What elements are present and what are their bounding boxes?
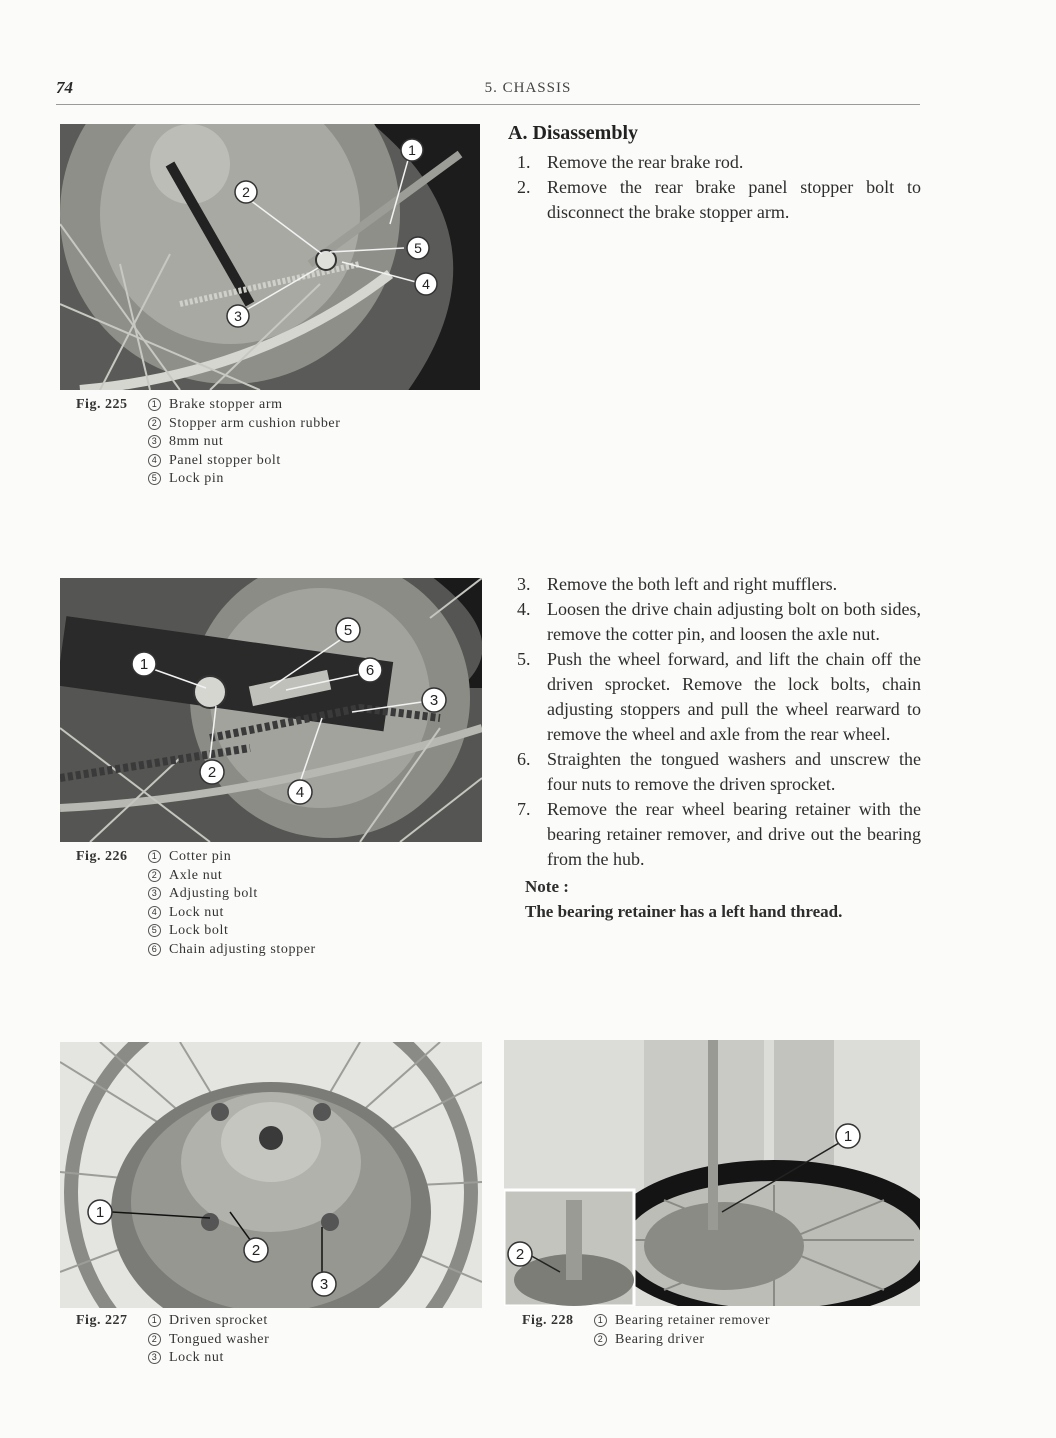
callout-2: 2 xyxy=(242,184,250,200)
legend-number: 4 xyxy=(148,906,161,919)
step-item xyxy=(517,150,921,175)
steps-part-2 xyxy=(517,572,921,924)
step-text: Remove the rear brake panel stopper bolt to disconnect the brake stopper arm. xyxy=(547,177,921,222)
callout-1: 1 xyxy=(139,656,149,673)
step-item xyxy=(517,747,921,797)
callout-2: 2 xyxy=(207,764,217,781)
figure-227-label: Fig. 227 xyxy=(76,1313,128,1328)
legend-item xyxy=(148,452,341,471)
callout-5: 5 xyxy=(343,622,353,639)
legend-number: 1 xyxy=(148,1314,161,1327)
step-number: 7. xyxy=(517,799,531,819)
step-text: Loosen the drive chain adjusting bolt on both sides, remove the cotter pin, and loosen the axle nut. xyxy=(547,599,921,644)
legend-text: Adjusting bolt xyxy=(169,886,258,902)
legend-text: Lock pin xyxy=(169,471,224,487)
figure-228-label: Fig. 228 xyxy=(522,1313,574,1328)
legend-number: 1 xyxy=(148,850,161,863)
legend-text: Lock nut xyxy=(169,1350,224,1366)
callout-4: 4 xyxy=(295,784,305,801)
figure-226-label: Fig. 226 xyxy=(76,849,128,864)
step-number: 5. xyxy=(517,649,531,669)
figure-227-legend xyxy=(148,1312,269,1368)
legend-item xyxy=(148,1312,269,1331)
step-item xyxy=(517,647,921,747)
header-rule xyxy=(56,104,920,105)
legend-text: Bearing retainer remover xyxy=(615,1313,771,1328)
callout-2: 2 xyxy=(515,1246,525,1263)
legend-text: Lock nut xyxy=(169,904,224,920)
legend-item xyxy=(148,415,341,434)
figure-225-label: Fig. 225 xyxy=(76,397,128,412)
note-text: The bearing retainer has a left hand thread. xyxy=(525,902,843,921)
figure-228-caption xyxy=(522,1312,922,1352)
figure-226-photo xyxy=(60,578,482,842)
steps-part-1 xyxy=(517,150,921,225)
legend-text: Axle nut xyxy=(169,867,223,883)
legend-text: Tongued washer xyxy=(169,1331,270,1347)
callout-1: 1 xyxy=(95,1204,105,1221)
figure-225-caption xyxy=(76,396,476,496)
figure-227-photo xyxy=(60,1042,482,1308)
step-number: 1. xyxy=(517,152,531,172)
legend-item xyxy=(148,922,316,941)
step-text: Remove the rear brake rod. xyxy=(547,152,744,172)
legend-item xyxy=(148,470,341,489)
figure-228-illustration xyxy=(504,1040,920,1306)
legend-text: Stopper arm cushion rubber xyxy=(169,415,341,431)
step-number: 6. xyxy=(517,749,531,769)
legend-text: 8mm nut xyxy=(169,434,224,450)
figure-226-illustration xyxy=(60,578,482,842)
step-text: Push the wheel forward, and lift the chain off the driven sprocket. Remove the lock bolts, chain adjusting stoppers and pull the wheel rearward to remove the wheel and axle from the rear wheel. xyxy=(547,649,921,744)
figure-225-illustration xyxy=(60,124,480,390)
legend-item xyxy=(148,848,316,867)
step-item xyxy=(517,175,921,225)
callout-3: 3 xyxy=(429,692,439,709)
figure-225-photo xyxy=(60,124,480,390)
step-item xyxy=(517,597,921,647)
legend-number: 2 xyxy=(148,417,161,430)
step-item xyxy=(517,572,921,597)
figure-228-legend xyxy=(594,1312,770,1349)
section-title: A. Disassembly xyxy=(508,122,639,144)
step-number: 4. xyxy=(517,599,531,619)
legend-number: 6 xyxy=(148,943,161,956)
legend-text: Bearing driver xyxy=(615,1331,705,1347)
legend-text: Lock bolt xyxy=(169,923,229,939)
step-number: 3. xyxy=(517,574,531,594)
legend-number: 3 xyxy=(148,887,161,900)
legend-number: 1 xyxy=(594,1314,607,1327)
legend-number: 2 xyxy=(594,1333,607,1346)
legend-number: 5 xyxy=(148,924,161,937)
running-title: 5. CHASSIS xyxy=(484,80,572,96)
legend-text: Panel stopper bolt xyxy=(169,452,281,468)
legend-number: 1 xyxy=(148,398,161,411)
legend-number: 3 xyxy=(148,1351,161,1364)
callout-4: 4 xyxy=(422,276,430,292)
callout-3: 3 xyxy=(234,308,242,324)
legend-item xyxy=(148,396,341,415)
legend-item xyxy=(148,941,316,960)
legend-item xyxy=(148,904,316,923)
legend-text: Cotter pin xyxy=(169,849,232,864)
callout-5: 5 xyxy=(414,240,422,256)
figure-225-legend xyxy=(148,396,341,489)
legend-text: Driven sprocket xyxy=(169,1313,268,1328)
callout-1: 1 xyxy=(408,142,416,158)
figure-227-caption xyxy=(76,1312,476,1372)
step-item xyxy=(517,797,921,872)
legend-number: 4 xyxy=(148,454,161,467)
legend-item xyxy=(148,1331,269,1350)
legend-text: Brake stopper arm xyxy=(169,397,283,412)
step-text: Remove the rear wheel bearing retainer with the bearing retainer remover, and drive out the bearing from the hub. xyxy=(547,799,921,869)
legend-item xyxy=(148,1349,269,1368)
page-number: 74 xyxy=(56,78,73,97)
legend-number: 2 xyxy=(148,869,161,882)
figure-226-legend xyxy=(148,848,316,960)
figure-226-caption xyxy=(76,848,476,966)
callout-6: 6 xyxy=(365,662,375,679)
callout-2: 2 xyxy=(251,1242,261,1259)
legend-number: 5 xyxy=(148,472,161,485)
legend-number: 2 xyxy=(148,1333,161,1346)
figure-227-illustration xyxy=(60,1042,482,1308)
callout-3: 3 xyxy=(319,1276,329,1293)
legend-item xyxy=(594,1331,770,1350)
step-text: Remove the both left and right mufflers. xyxy=(547,574,838,594)
note-label: Note : xyxy=(525,877,569,896)
callout-1: 1 xyxy=(843,1128,853,1145)
legend-item xyxy=(594,1312,770,1331)
figure-228-photo xyxy=(504,1040,920,1306)
step-number: 2. xyxy=(517,177,531,197)
legend-item xyxy=(148,885,316,904)
legend-item xyxy=(148,433,341,452)
legend-number: 3 xyxy=(148,435,161,448)
legend-item xyxy=(148,867,316,886)
legend-text: Chain adjusting stopper xyxy=(169,941,316,957)
step-text: Straighten the tongued washers and unscrew the four nuts to remove the driven sprocket. xyxy=(547,749,921,794)
